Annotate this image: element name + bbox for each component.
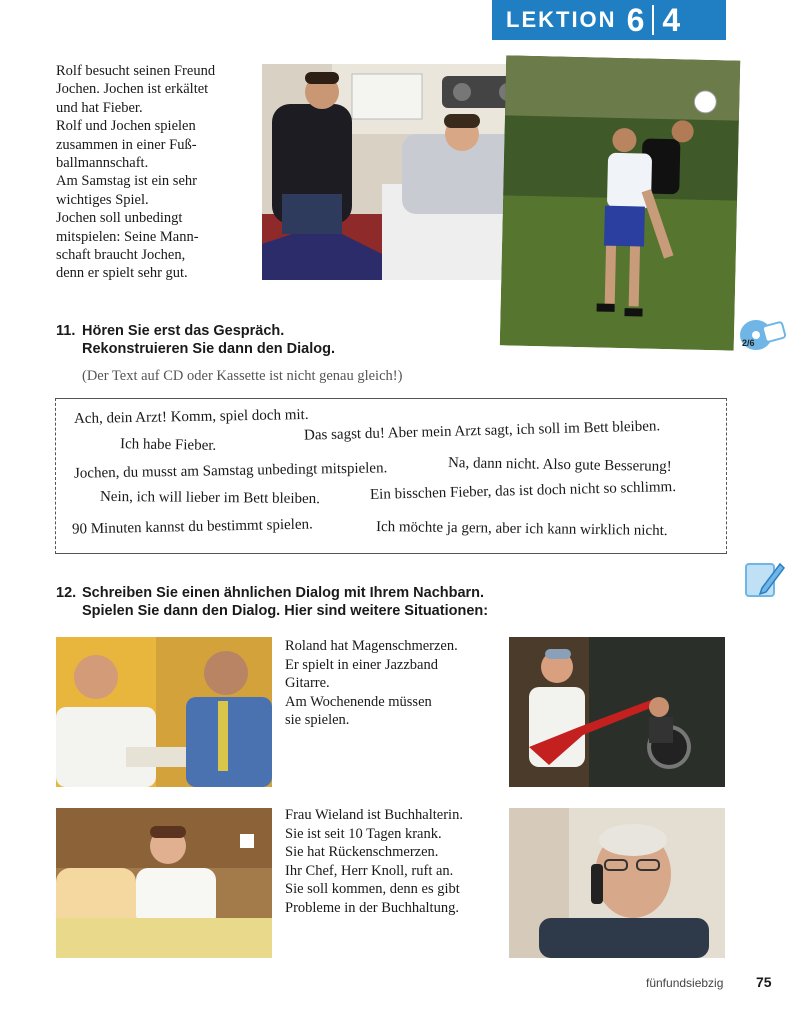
intro-text: [56, 62, 242, 283]
intro-line: Rolf und Jochen spielen: [56, 118, 196, 135]
photo-man-on-phone: [509, 808, 725, 958]
situation-line: Er spielt in einer Jazzband: [285, 656, 438, 673]
task-11-hint: (Der Text auf CD oder Kassette ist nicht genau gleich!): [82, 368, 403, 384]
dialog-line: Ach, dein Arzt! Komm, spiel doch mit.: [73, 406, 309, 428]
intro-line: zusammen in einer Fuß-: [56, 136, 197, 153]
task-instruction: Rekonstruieren Sie dann den Dialog.: [82, 341, 335, 357]
photo-sickroom: [262, 64, 542, 280]
situation-line: Probleme in der Buchhaltung.: [285, 899, 459, 916]
dialog-line: Nein, ich will lieber im Bett bleiben.: [99, 488, 321, 508]
dialog-line: Ich möchte ja gern, aber ich kann wirklich nicht.: [375, 518, 668, 540]
task-instruction: Spielen Sie dann den Dialog. Hier sind weitere Situationen:: [82, 603, 489, 619]
intro-line: denn er spielt sehr gut.: [56, 265, 188, 282]
task-11-heading: [56, 322, 335, 358]
lesson-label: LEKTION: [506, 7, 617, 32]
intro-line: mitspielen: Seine Mann-: [56, 228, 199, 245]
intro-line: Rolf besucht seinen Freund: [56, 63, 216, 79]
dialog-line: Ich habe Fieber.: [119, 436, 217, 454]
situation-line: Am Wochenende müssen: [285, 693, 432, 710]
dialog-line: 90 Minuten kannst du bestimmt spielen.: [71, 516, 313, 538]
dialog-scramble-box: [55, 398, 727, 554]
dialog-line: Ein bisschen Fieber, das ist doch nicht so schlimm.: [369, 478, 677, 504]
task-number: 12.: [56, 585, 77, 601]
lesson-divider: [652, 5, 654, 35]
intro-line: Jochen. Jochen ist erkältet: [56, 81, 209, 98]
writing-exercise-icon: [744, 558, 786, 600]
page-number: 75: [756, 974, 772, 990]
photo-woman-in-bed: [56, 808, 272, 958]
situation-1-text: [285, 637, 458, 730]
intro-line: Am Samstag ist ein sehr: [56, 173, 197, 190]
intro-line: ballmannschaft.: [56, 155, 149, 172]
situation-line: Sie soll kommen, denn es gibt: [285, 881, 460, 897]
photo-doctor-patient: [56, 637, 272, 787]
situation-line: Roland hat Magenschmerzen.: [285, 638, 458, 654]
photo-jazzband-guitarist: [509, 637, 725, 787]
situation-line: Sie ist seit 10 Tagen krank.: [285, 825, 442, 842]
situation-line: Sie hat Rückenschmerzen.: [285, 844, 439, 860]
intro-line: und hat Fieber.: [56, 99, 143, 116]
lesson-number: 6: [626, 1, 645, 38]
dialog-line: Na, dann nicht. Also gute Besserung!: [447, 455, 672, 475]
task-instruction: Schreiben Sie einen ähnlichen Dialog mit Ihrem Nachbarn.: [82, 585, 485, 601]
cd-audio-icon[interactable]: [738, 318, 786, 354]
situation-line: Frau Wieland ist Buchhalterin.: [285, 807, 463, 823]
intro-line: wichtiges Spiel.: [56, 191, 149, 208]
intro-line: Jochen soll unbedingt: [56, 210, 183, 227]
task-number: 11.: [56, 323, 76, 339]
audio-track-badge: 2/6: [742, 338, 755, 348]
lesson-subnumber: 4: [662, 1, 681, 38]
task-12-heading: [56, 584, 488, 620]
lesson-header: [492, 0, 726, 40]
intro-line: schaft braucht Jochen,: [56, 247, 186, 264]
task-instruction: Hören Sie erst das Gespräch.: [82, 323, 285, 339]
photo-football: [500, 55, 741, 350]
dialog-line: Das sagst du! Aber mein Arzt sagt, ich soll im Bett bleiben.: [303, 418, 661, 444]
situation-line: Ihr Chef, Herr Knoll, ruft an.: [285, 862, 454, 879]
situation-line: Gitarre.: [285, 675, 330, 691]
page-number-word: fünfundsiebzig: [646, 976, 724, 990]
dialog-line: Jochen, du musst am Samstag unbedingt mitspielen.: [73, 460, 388, 482]
situation-line: sie spielen.: [285, 712, 350, 728]
situation-2-text: [285, 806, 463, 917]
